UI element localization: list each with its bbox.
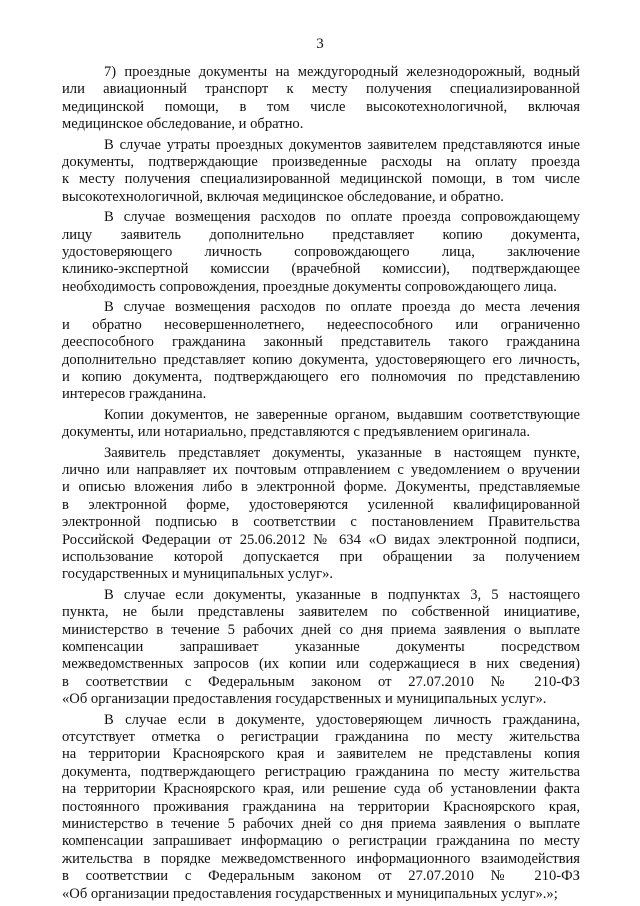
text-line: в электронной форме, удостоверяются усиленной квалифицированной [62, 496, 580, 513]
text-line: на территории Красноярского края и заявителем не представлены копия [62, 746, 580, 763]
text-line: и копию документа, подтверждающего его полномочия по представлению [62, 368, 580, 385]
text-line: медицинское обследование, и обратно. [62, 116, 304, 133]
text-line: В случае если документы, указанные в подпунктах 3, 5 настоящего [104, 586, 580, 603]
text-line: пункта, не были представлены заявителем по собственной инициативе, [62, 604, 580, 621]
text-line: использование которой допускается при обращении за получением [62, 548, 580, 565]
paragraph [62, 299, 580, 403]
text-line: 7) проездные документы на междугородный железнодорожный, водный [104, 64, 580, 80]
text-line: клинико-экспертной комиссии (врачебной комиссии), подтверждающее [62, 261, 580, 278]
text-line: Заявитель представляет документы, указанные в настоящем пункте, [104, 444, 580, 461]
text-line: документы, или нотариально, представляются с предъявлением оригинала. [62, 424, 531, 441]
text-line: интересов гражданина. [62, 386, 207, 403]
text-line: документы, подтверждающие произведенные расходы на оплату проезда [62, 154, 580, 171]
text-line: «Об организации предоставления государственных и муниципальных услуг». [62, 691, 547, 708]
text-line: министерство в течение 5 рабочих дней со дня приема заявления о выплате [62, 621, 580, 638]
text-line: министерство в течение 5 рабочих дней со дня приема заявления о выплате [62, 816, 580, 833]
text-line: или авиационный транспорт к месту получения специализированной [62, 81, 580, 98]
text-line: в соответствии с Федеральным законом от 27.07.2010 № 210-ФЗ [62, 868, 580, 885]
text-line: лицу заявитель дополнительно представляет копию документа, [62, 226, 580, 243]
text-line: в соответствии с Федеральным законом от 27.07.2010 № 210-ФЗ [62, 673, 580, 690]
text-line: жительства в порядке межведомственного информационного взаимодействия [62, 850, 580, 867]
text-line: лично или направляет их почтовым отправлением с уведомлением о вручении [62, 461, 580, 478]
text-line: медицинской помощи, в том числе высокотехнологичной, включая [62, 98, 580, 115]
text-line: постоянного проживания гражданина на территории Красноярского края, [62, 798, 580, 815]
paragraph [62, 445, 580, 584]
paragraph [62, 712, 580, 903]
text-line: В случае если в документе, удостоверяющем личность гражданина, [104, 711, 580, 728]
text-line: на территории Красноярского края, или решение суда об установлении факта [62, 781, 580, 798]
text-line: В случае возмещения расходов по оплате проезда до места лечения [104, 299, 580, 316]
text-line: высокотехнологичной, включая медицинское обследование, и обратно. [62, 188, 504, 205]
text-line: дополнительно представляет копию документа, удостоверяющего его личность, [62, 351, 580, 368]
paragraph [62, 209, 580, 296]
paragraph [62, 587, 580, 709]
paragraph [62, 137, 580, 207]
text-line: компенсации запрашивает информацию о регистрации гражданина по месту [62, 833, 580, 850]
text-line: и обратно несовершеннолетнего, недееспособного или ограниченно [62, 316, 580, 333]
text-line: необходимость сопровождения, проездные документы сопровождающего лица. [62, 278, 557, 295]
text-line: межведомственных запросов (их копии или содержащиеся в них сведения) [62, 656, 580, 673]
paragraph [62, 64, 580, 134]
text-line: Российской Федерации от 25.06.2012 № 634 «О видах электронной подписи, [62, 531, 580, 548]
text-line: компенсации запрашивает указанные документы посредством [62, 639, 580, 655]
text-line: отсутствует отметка о регистрации гражданина по месту жительства [62, 729, 580, 746]
text-line: В случае возмещения расходов по оплате проезда сопровождающему [104, 209, 580, 226]
text-line: электронной подписью в соответствии с постановлением Правительства [62, 514, 580, 531]
text-line: государственных и муниципальных услуг». [62, 566, 334, 583]
page-number: 3 [316, 36, 324, 52]
text-line: «Об организации предоставления государственных и муниципальных услуг».»; [62, 885, 558, 902]
text-line: к месту получения специализированной медицинской помощи, в том числе [62, 171, 580, 188]
text-line: удостоверяющего личность сопровождающего лица, заключение [62, 244, 580, 261]
text-line: документа, подтверждающего регистрацию гражданина по месту жительства [62, 763, 580, 780]
paragraph [62, 407, 580, 442]
text-line: и описью вложения либо в электронной форме. Документы, представляемые [62, 479, 580, 496]
text-line: В случае утраты проездных документов заявителем представляются иные [104, 136, 580, 153]
text-line: дееспособного гражданина законный представитель такого гражданина [62, 334, 580, 351]
text-line: Копии документов, не заверенные органом, выдавшим соответствующие [104, 406, 580, 423]
document-body [62, 64, 580, 906]
